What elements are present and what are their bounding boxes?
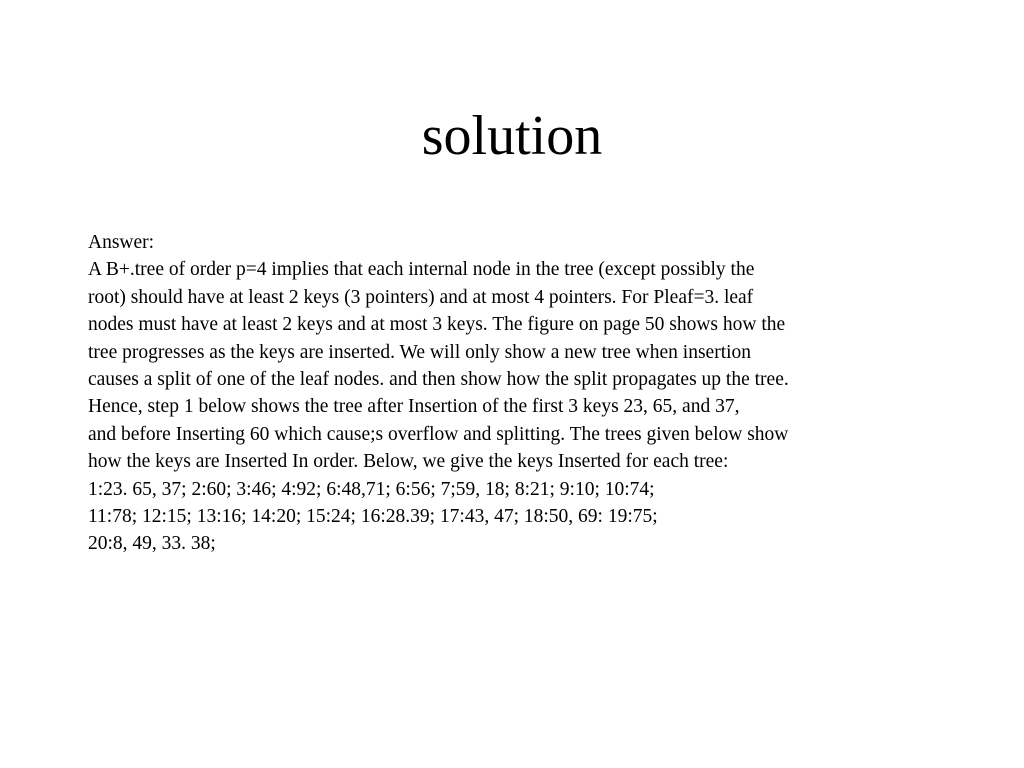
- body-line: tree progresses as the keys are inserted. We will only show a new tree when insertion: [88, 341, 752, 363]
- body-line-answer-label: Answer:: [88, 232, 155, 253]
- body-line: nodes must have at least 2 keys and at most 3 keys. The figure on page 50 shows how the: [88, 314, 786, 336]
- key-sequence-line: 20:8, 49, 33. 38;: [88, 533, 216, 555]
- body-line: A B+.tree of order p=4 implies that each internal node in the tree (except possibly the: [88, 259, 755, 281]
- key-sequence-line: 1:23. 65, 37; 2:60; 3:46; 4:92; 6:48,71; 6:56; 7;59, 18; 8:21; 9:10; 10:74;: [88, 478, 655, 500]
- body-line: Hence, step 1 below shows the tree after Insertion of the first 3 keys 23, 65, and 37,: [88, 396, 740, 418]
- slide-title: solution: [421, 105, 603, 167]
- body-line: how the keys are Inserted In order. Below, we give the keys Inserted for each tree:: [88, 451, 729, 473]
- body-line: and before Inserting 60 which cause;s overflow and splitting. The trees given below show: [88, 423, 789, 445]
- body-line: root) should have at least 2 keys (3 pointers) and at most 4 pointers. For Pleaf=3. leaf: [88, 286, 754, 308]
- body-line: causes a split of one of the leaf nodes. and then show how the split propagates up the tree.: [88, 369, 789, 391]
- slide-body: [88, 229, 968, 558]
- key-sequence-line: 11:78; 12:15; 13:16; 14:20; 15:24; 16:28.39; 17:43, 47; 18:50, 69: 19:75;: [88, 506, 658, 528]
